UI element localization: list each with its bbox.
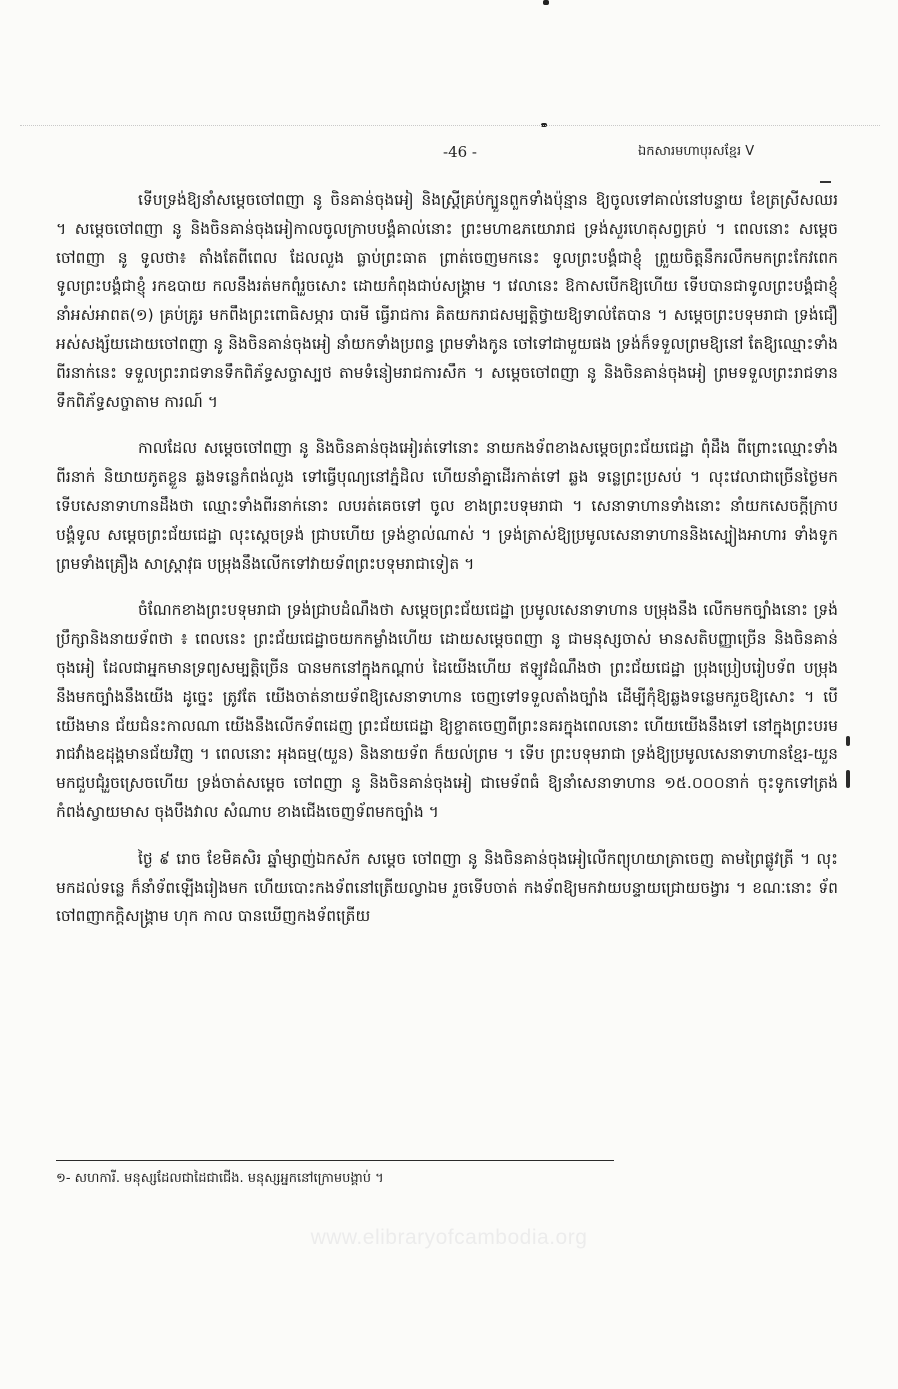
paragraph: ទើបទ្រង់ឱ្យនាំសម្តេចចៅពញា នូ ចិនគាន់ចុងអៀ និងស្ត្រីគ្រប់ក្បួនពួកទាំងប៉ុន្មាន ឱ្យចូលទៅគាល់នៅបន្ទាយ ខែត្រស្រីសឈរ ។ សម្តេចចៅពញា នូ និងចិនគាន់ចុងអៀកាលចូលក្រាបបង្គំគាល់នោះ ព្រះមហាឧភយោរាជ ទ្រង់សួរហេតុសព្វគ្រប់ ។ ពេលនោះ សម្តេចចៅពញា នូ ទូលថា៖ តាំងតែពីពេល ដែលលួង ធ្លាប់ព្រះធាត ព្រាត់ចេញមកនេះ ទូលព្រះបង្គំជាខ្ញុំ ព្រួយចិត្តនឹករលឹកមកព្រះកែវពេក ទូលព្រះបង្គំជាខ្ញុំ រកឧបាយ កលនឹងរត់មកពុំរួចសោះ ដោយកំពុងជាប់សង្គ្រាម ។ វេលានេះ ឱកាសបើកឱ្យហើយ ទើបបានជាទូលព្រះបង្គំជាខ្ញុំ នាំអស់អាពត(១) គ្រប់គ្រូរ មកពឹងព្រះពោធិសម្ភារ បារមី ធ្វើរាជការ គិតយករាជសម្បត្តិថ្វាយឱ្យទាល់តែបាន ។ សម្តេចព្រះបទុមរាជា ទ្រង់ជឿអស់សង្ស័យដោយចៅពញា នូ និងចិនគាន់ចុងអៀ នាំយកទាំងប្រពន្ធ ព្រមទាំងកូន ចៅទៅជាមួយផង ទ្រង់ក៏ទទួលព្រមឱ្យនៅ តែឱ្យឈ្មោះទាំងពីរនាក់នេះ ទទួលព្រះរាជទានទឹកពិភ័ទ្ធសច្ចាស្បថ តាមទំនៀមរាជការសឹក ។ សម្តេចចៅពញា នូ និងចិនគាន់ចុងអៀ ព្រមទទួលព្រះរាជទានទឹកពិភ័ទ្ធសច្ចាតាម ការណ៍ ។ — [56, 191, 838, 411]
footnote: ១- សហការី. មនុស្សដែលជាដៃជាជើង. មនុស្សអ្នកនៅក្រោមបង្គាប់ ។ — [56, 1171, 384, 1186]
scan-speck — [543, 0, 549, 5]
margin-mark — [846, 770, 850, 788]
scan-dotted-line — [20, 125, 880, 126]
margin-mark — [846, 736, 850, 746]
watermark: www.elibraryofcambodia.org — [310, 1226, 588, 1249]
paragraph: កាលដែល សម្តេចចៅពញា នូ និងចិនគាន់ចុងអៀរត់ទៅនោះ នាយកងទ័ពខាងសម្តេចព្រះជ័យជេដ្ឋា ពុំដឹង ពីព្រោះឈ្មោះទាំងពីរនាក់ និយាយភូតខ្លួន ឆ្លងទន្លេកំពង់លួង ទៅធ្វើបុណ្យនៅភ្នំដិល ហើយនាំគ្នាដើរកាត់ទៅ ឆ្លង ទន្លេព្រះប្រសប់ ។ លុះវេលាជាច្រើនថ្ងៃមក ទើបសេនាទាហានដឹងថា ឈ្មោះទាំងពីរនាក់នោះ លបរត់គេចទៅ ចូល ខាងព្រះបទុមរាជា ។ សេនាទាហានទាំងនោះ នាំយកសេចក្តីក្រាបបង្គំទូល សម្តេចព្រះជ័យជេដ្ឋា លុះស្តេចទ្រង់ ជ្រាបហើយ ទ្រង់ខ្ញាល់ណាស់ ។ ទ្រង់ត្រាស់ឱ្យប្រមូលសេនាទាហាននិងស្បៀងអាហារ ទាំងទូក ព្រមទាំងគ្រឿង សាស្ត្រាវុធ បម្រុងនឹងលើកទៅវាយទ័ពព្រះបទុមរាជាទៀត ។ — [56, 439, 838, 573]
page-header — [0, 143, 898, 169]
paragraph: ថ្ងៃ ៩ រោច ខែមិគសិរ ឆ្នាំម្សាញ់ឯកស័ក សម្តេច ចៅពញា នូ និងចិនគាន់ចុងអៀលើកព្យុហយាត្រាចេញ តាមព្រៃផ្លូវត្រី ។ លុះមកដល់ទន្លេ ក៏នាំទ័ពឡើងរៀងមក ហើយបោះកងទ័ពនៅត្រើយល្វាឯម រួចទើបចាត់ កងទ័ពឱ្យមកវាយបន្ទាយជ្រោយចង្វារ ។ ខណៈនោះ ទ័ពចៅពញាកក្តិសង្គ្រាម ហុក កាល បានឃើញកងទ័ពត្រើយ — [56, 849, 838, 926]
body-text — [56, 186, 838, 949]
paragraph: ចំណែកខាងព្រះបទុមរាជា ទ្រង់ជ្រាបដំណឹងថា សម្តេចព្រះជ័យជេដ្ឋា ប្រមូលសេនាទាហាន បម្រុងនឹង លើកមកច្បាំងនោះ ទ្រង់ប្រឹក្សានិងនាយទ័ពថា ៖ ពេលនេះ ព្រះជ័យជេដ្ឋាចយកកម្លាំងហើយ ដោយសម្តេចពញា នូ ជាមនុស្សចាស់ មានសតិបញ្ញាច្រើន និងចិនគាន់ចុងអៀ ដែលជាអ្នកមានទ្រព្យសម្បត្តិច្រើន បានមកនៅក្នុងកណ្តាប់ ដៃយើងហើយ ឥឡូវដំណឹងថា ព្រះជ័យជេដ្ឋា ប្រុងប្រៀបរៀបទ័ព បម្រុងនឹងមកច្បាំងនឹងយើង ដូច្នេះ ត្រូវតែ យើងចាត់នាយទ័ពឱ្យសេនាទាហាន ចេញទៅទទួលតាំងច្បាំង ដើម្បីកុំឱ្យឆ្លងទន្លេមករួចឱ្យសោះ ។ បើយើងមាន ជ័យជំនះកាលណា យើងនឹងលើកទ័ពដេញ ព្រះជ័យជេដ្ឋា ឱ្យខ្ចាតចេញពីព្រះនគរក្នុងពេលនោះ ហើយយើងនឹងទៅ នៅក្នុងព្រះបរមរាជវាំងឧដុង្គមានជ័យវិញ ។ ពេលនោះ អុងធម្ម(យួន) និងនាយទ័ព ក៏យល់ព្រម ។ ទើប ព្រះបទុមរាជា ទ្រង់ឱ្យប្រមូលសេនាទាហានខ្មែរ-យួន មកជួបជុំរួចស្រេចហើយ ទ្រង់ចាត់សម្តេច ចៅពញា នូ និងចិនគាន់ចុងអៀ ជាមេទ័ពធំ ឱ្យនាំសេនាទាហាន ១៥.០០០នាក់ ចុះទូកទៅត្រង់កំពង់ស្វាយមាស ចុងបឹងវាល សំណាប ខាងជើងចេញទ័ពមកច្បាំង ។ — [56, 601, 838, 821]
running-title: ឯកសារមហាបុរសខ្មែរ V — [638, 144, 755, 159]
footnote-rule — [56, 1160, 614, 1161]
scan-mark — [820, 181, 831, 183]
page-number: -46 - — [443, 143, 477, 161]
